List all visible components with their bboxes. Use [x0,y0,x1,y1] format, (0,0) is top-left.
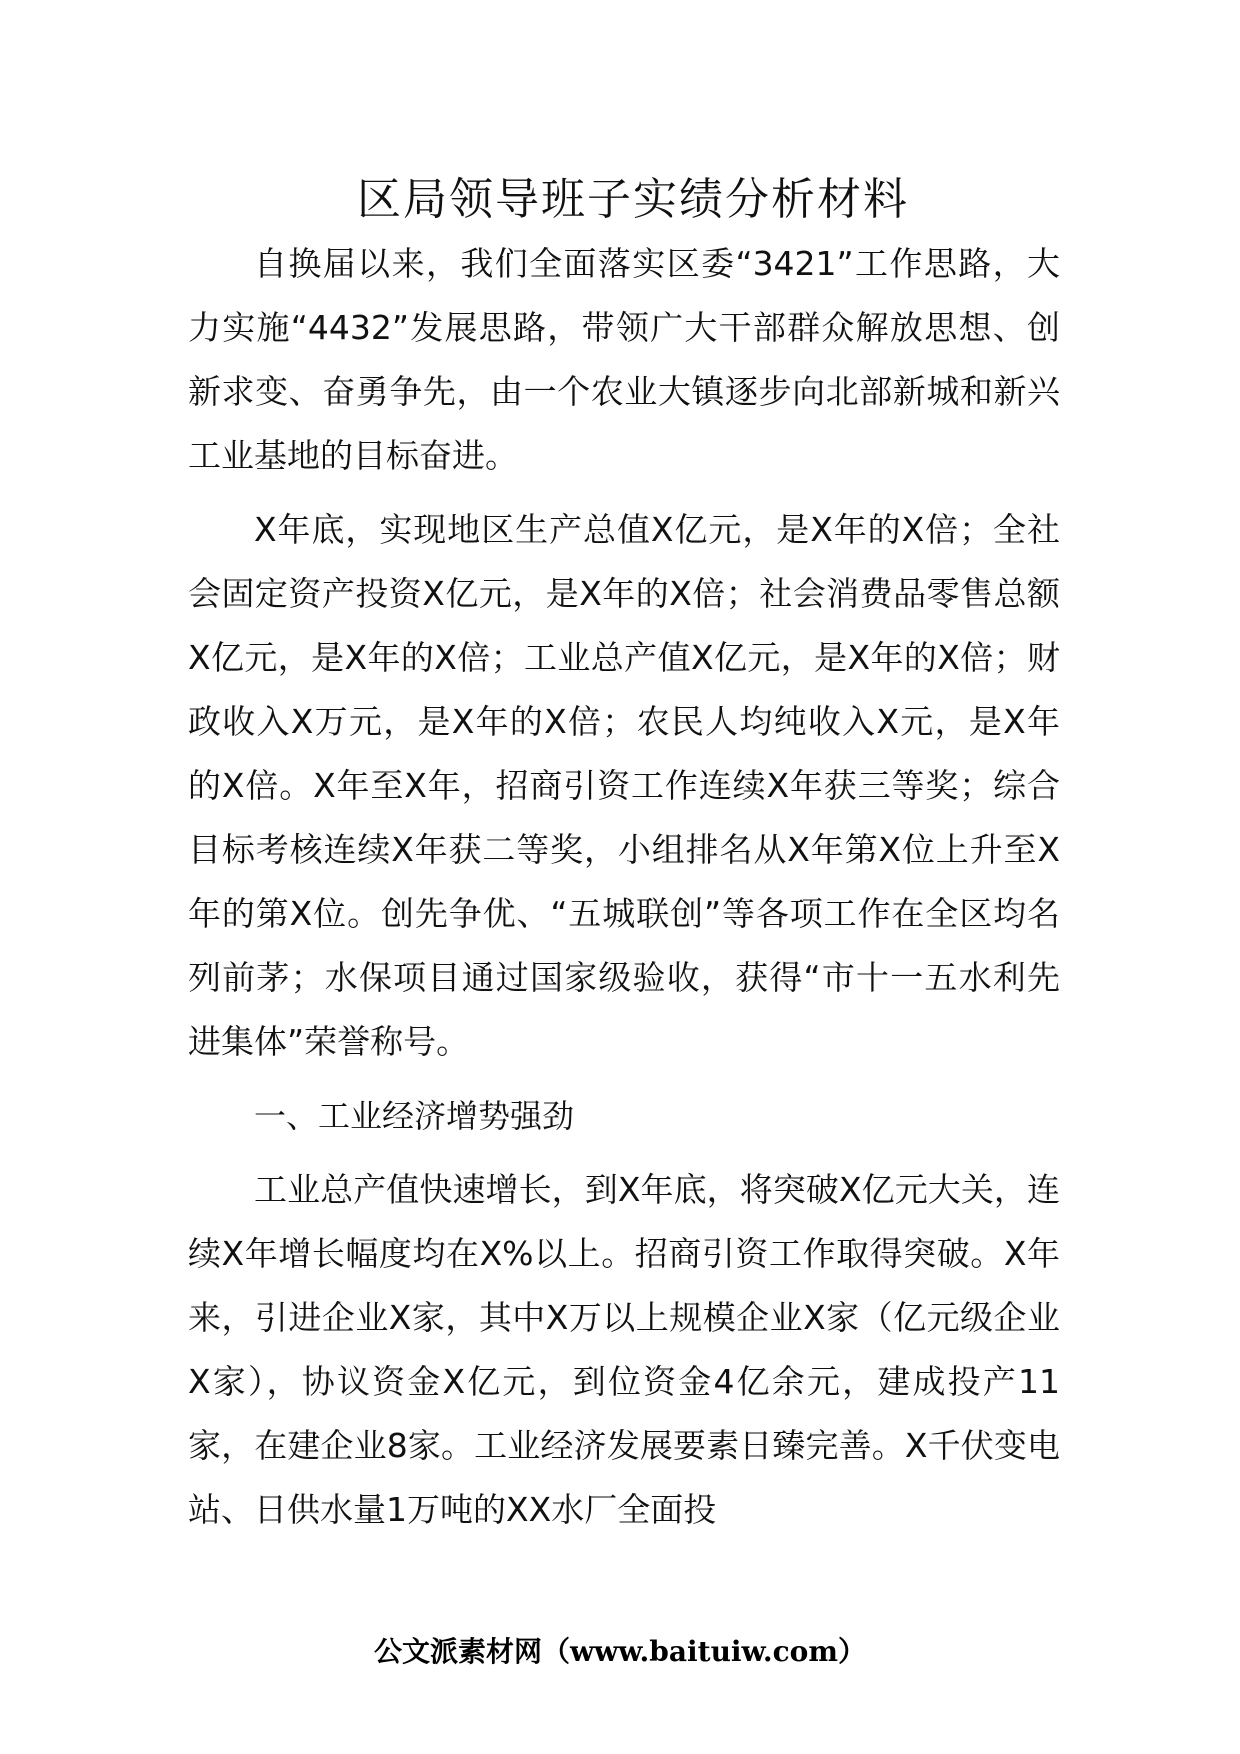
document-title: 区局领导班子实绩分析材料 [357,174,909,225]
document-body [188,168,1060,1552]
section-heading-industry: 一、工业经济增势强劲 [254,1097,575,1135]
achievements-paragraph: X年底，实现地区生产总值X亿元，是X年的X倍；全社会固定资产投资X亿元，是X年的X倍；社会消费品零售总额X亿元，是X年的X倍；工业总产值X亿元，是X年的X倍；财政收入X万元，是X年的X倍；农民人均纯收入X元，是X年的X倍。X年至X年，招商引资工作连续X年获三等奖；综合目标考核连续X年获二等奖，小组排名从X年第X位上升至X年的第X位。创先争优、“五城联创”等各项工作在全区均名列前茅；水保项目通过国家级验收，获得“市十一五水利先进集体”荣誉称号。 [188,510,1060,1061]
footer-watermark: 公文派素材网（www.baituiw.com） [374,1635,866,1668]
intro-paragraph: 自换届以来，我们全面落实区委“3421”工作思路，大力实施“4432”发展思路，带领广大干部群众解放思想、创新求变、奋勇争先，由一个农业大镇逐步向北部新城和新兴工业基地的目标奋进。 [188,244,1060,475]
industry-paragraph: 工业总产值快速增长，到X年底，将突破X亿元大关，连续X年增长幅度均在X%以上。招商引资工作取得突破。X年来，引进企业X家，其中X万以上规模企业X家（亿元级企业X家），协议资金X亿元，到位资金4亿余元，建成投产11家，在建企业8家。工业经济发展要素日臻完善。X千伏变电站、日供水量1万吨的XX水厂全面投 [188,1170,1060,1529]
